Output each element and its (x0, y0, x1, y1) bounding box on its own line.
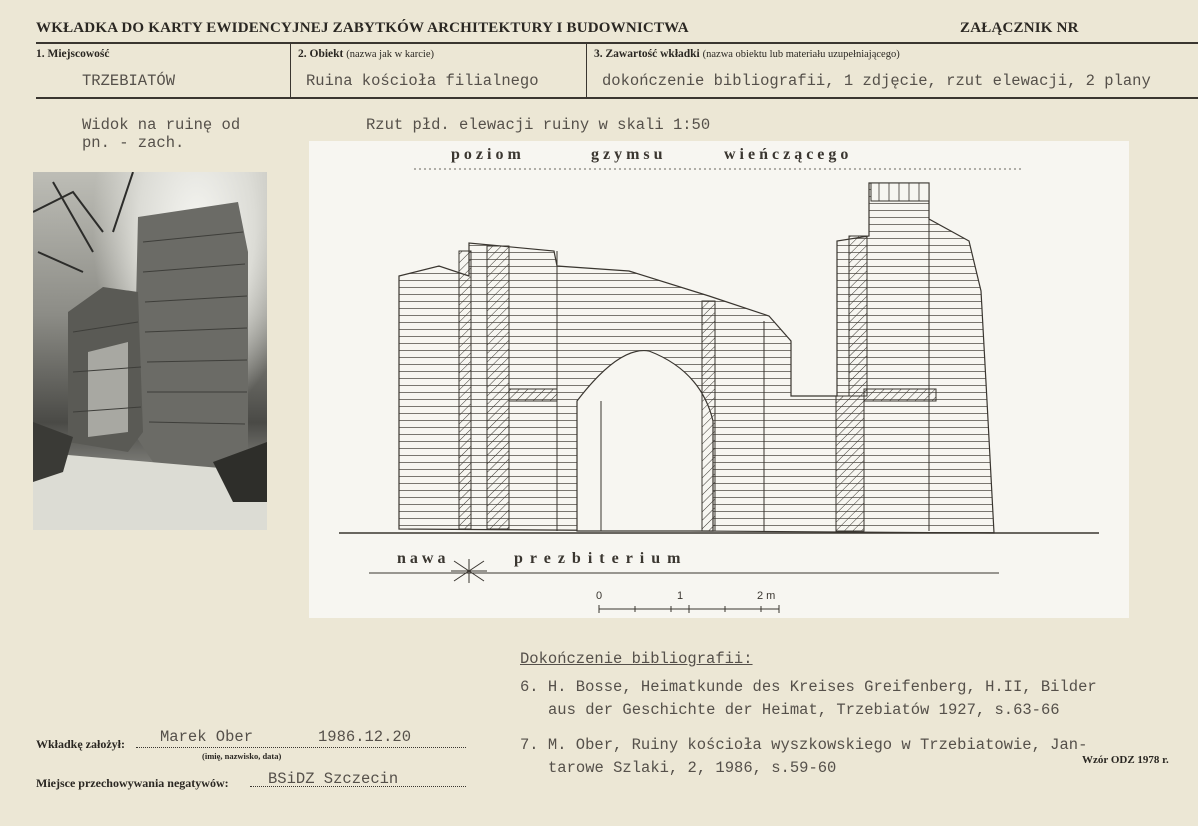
header-rule (36, 42, 1198, 44)
bibliography-item-7 (520, 734, 1087, 780)
section-star-icon (451, 559, 487, 583)
drawing-caption: Rzut płd. elewacji ruiny w skali 1:50 (366, 116, 711, 134)
fields-rule (36, 97, 1198, 99)
form-title: WKŁADKA DO KARTY EWIDENCYJNEJ ZABYTKÓW ARCHITEKTURY I BUDOWNICTWA (36, 20, 689, 36)
field-1-label: 1. Miejscowość (36, 48, 110, 60)
photo-caption (82, 116, 240, 152)
bibliography-item-7-line-2: tarowe Szlaki, 2, 1986, s.59-60 (548, 759, 837, 777)
bibliography-item-6-line-2: aus der Geschichte der Heimat, Trzebiatów 1927, s.63-66 (548, 701, 1060, 719)
scale-label-2m: 2 m (757, 590, 776, 602)
field-1-value: TRZEBIATÓW (82, 72, 176, 90)
field-2-label-text: 2. Obiekt (298, 48, 344, 60)
bibliography-item-6 (520, 676, 1097, 722)
photo-caption-line-2: pn. - zach. (82, 134, 185, 152)
drawing-label-poziom: poziom (451, 146, 525, 163)
form-code: Wzór ODZ 1978 r. (1082, 754, 1169, 766)
field-3-value: dokończenie bibliografii, 1 zdjęcie, rzut elewacji, 2 plany (602, 72, 1151, 90)
founder-date: 1986.12.20 (318, 728, 412, 746)
ruin-photo-image (33, 172, 267, 530)
founder-note: (imię, nazwisko, data) (202, 751, 282, 761)
storage-value: BSiDZ Szczecin (268, 770, 399, 788)
field-3-label (594, 48, 900, 60)
field-2-label (298, 48, 434, 60)
field-divider-1 (290, 44, 291, 98)
bibliography-heading: Dokończenie bibliografii: (520, 650, 753, 668)
drawing-label-gzymsu: gzymsu (591, 146, 667, 163)
field-2-label-note: (nazwa jak w karcie) (346, 49, 434, 60)
founder-dotted-line (136, 747, 466, 748)
field-2-value: Ruina kościoła filialnego (306, 72, 539, 90)
drawing-label-wienczacego: wieńczącego (724, 146, 853, 163)
founder-label: Wkładkę założył: (36, 737, 125, 751)
elevation-drawing-lines (309, 141, 1129, 618)
field-3-label-note: (nazwa obiektu lub materiału uzupełniającego) (702, 49, 900, 60)
founder-name: Marek Ober (160, 728, 254, 746)
annex-number-label: ZAŁĄCZNIK NR (960, 20, 1079, 36)
field-3-label-text: 3. Zawartość wkładki (594, 48, 700, 60)
bibliography-item-6-line-1: 6. H. Bosse, Heimatkunde des Kreises Greifenberg, H.II, Bilder (520, 678, 1097, 696)
drawing-label-nawa: nawa (397, 550, 450, 567)
scale-label-0: 0 (596, 590, 603, 602)
ruin-photo (33, 172, 267, 530)
drawing-label-prezbiterium: prezbiterium (514, 550, 688, 567)
bibliography-item-7-line-1: 7. M. Ober, Ruiny kościoła wyszkowskiego w Trzebiatowie, Jan- (520, 736, 1088, 754)
storage-label: Miejsce przechowywania negatywów: (36, 776, 229, 790)
field-divider-2 (586, 44, 587, 98)
scale-label-1: 1 (677, 590, 684, 602)
photo-caption-line-1: Widok na ruinę od (82, 116, 241, 134)
elevation-drawing (309, 141, 1129, 618)
